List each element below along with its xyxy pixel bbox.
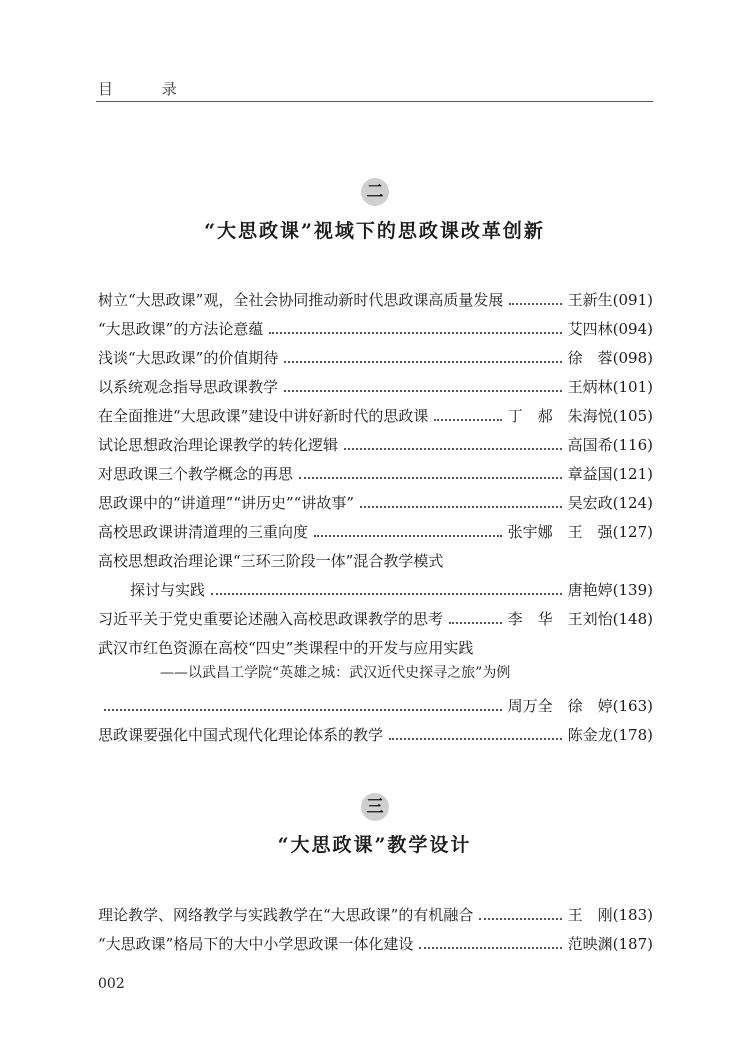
entry-authors: 唐艳婷 (567, 581, 613, 599)
toc-entry[interactable] (98, 717, 653, 745)
entry-page: (094) (612, 320, 653, 338)
entry-authors: 李 华 王刘怡 (507, 610, 613, 628)
toc-entry[interactable] (98, 282, 653, 310)
toc-entry[interactable] (98, 601, 653, 629)
entry-authors: 吴宏政 (567, 494, 613, 512)
leader-dots (479, 918, 561, 920)
entry-title: 高校思政课讲清道理的三重向度 (98, 523, 309, 541)
leader-dots (449, 622, 502, 624)
leader-dots (509, 303, 561, 305)
entry-authors: 丁 郝 朱海悦 (507, 407, 613, 425)
toc-entry[interactable] (98, 543, 653, 571)
running-header: 目 录 (98, 80, 199, 98)
entry-authors: 张宇娜 王 强 (507, 523, 613, 541)
toc-entry[interactable] (98, 398, 653, 426)
entry-title: 对思政课三个教学概念的再思 (98, 465, 294, 483)
toc-entry-continued[interactable] (98, 688, 653, 716)
entry-title: 高校思想政治理论课“三环三阶段一体”混合教学模式 (98, 552, 444, 570)
entry-page: (163) (612, 697, 653, 715)
entry-subtitle: ——以武昌工学院“英雄之城：武汉近代史探寻之旅”为例 (160, 665, 511, 681)
leader-dots (284, 361, 561, 363)
entry-title: 习近平关于党史重要论述融入高校思政课教学的思考 (98, 610, 444, 628)
toc-entry[interactable] (98, 456, 653, 484)
toc-entry-continued[interactable] (130, 572, 653, 600)
entry-title: 以系统观念指导思政课教学 (98, 378, 279, 396)
toc-entry[interactable] (98, 630, 653, 658)
entry-page: (101) (612, 378, 653, 396)
entry-authors: 陈金龙 (567, 726, 613, 744)
entry-title: 在全面推进“大思政课”建设中讲好新时代的思政课 (98, 407, 429, 425)
entry-title: 浅谈“大思政课”的价值期待 (98, 349, 279, 367)
entry-title: 思政课中的“讲道理”“讲历史”“讲故事” (98, 494, 355, 512)
leader-dots (314, 535, 502, 537)
entry-page: (116) (612, 436, 653, 454)
toc-entry[interactable] (98, 926, 653, 954)
leader-dots (104, 709, 502, 711)
entry-title: 理论教学、网络教学与实践教学在“大思政课”的有机融合 (98, 906, 474, 924)
header-rule (96, 101, 653, 102)
entry-page: (105) (612, 407, 653, 425)
entry-title: “大思政课”的方法论意蕴 (98, 320, 264, 338)
toc-entry[interactable] (98, 369, 653, 397)
entry-title: “大思政课”格局下的大中小学思政课一体化建设 (98, 935, 414, 953)
leader-dots (419, 947, 561, 949)
entry-page: (183) (612, 906, 653, 924)
page-number: 002 (98, 976, 125, 992)
leader-dots (360, 506, 562, 508)
entry-authors: 艾四林 (567, 320, 613, 338)
entry-page: (139) (612, 581, 653, 599)
section-title: “大思政课”教学设计 (277, 834, 472, 856)
section-title: “大思政课”视域下的思政课改革创新 (204, 220, 545, 242)
leader-dots (344, 448, 562, 450)
leader-dots (389, 738, 562, 740)
entry-title: 武汉市红色资源在高校“四史”类课程中的开发与应用实践 (98, 639, 474, 657)
entry-authors: 王炳林 (567, 378, 613, 396)
toc-entry[interactable] (98, 514, 653, 542)
leader-dots (434, 419, 501, 421)
toc-entry[interactable] (98, 311, 653, 339)
entry-authors: 章益国 (567, 465, 613, 483)
section-number: 三 (361, 793, 389, 821)
entry-authors: 范映渊 (567, 935, 613, 953)
toc-entry[interactable] (98, 897, 653, 925)
toc-entry[interactable] (98, 427, 653, 455)
leader-dots (211, 593, 562, 595)
entry-title: 思政课要强化中国式现代化理论体系的教学 (98, 726, 384, 744)
leader-dots (269, 332, 561, 334)
entry-page: (091) (612, 291, 653, 309)
entry-authors: 王新生 (567, 291, 613, 309)
leader-dots (299, 477, 562, 479)
entry-authors: 徐 蓉 (567, 349, 613, 367)
entry-page: (121) (612, 465, 653, 483)
toc-entry[interactable] (98, 340, 653, 368)
entry-page: (124) (612, 494, 653, 512)
entry-authors: 王 刚 (567, 906, 613, 924)
entry-authors: 周万全 徐 婷 (507, 697, 613, 715)
entry-page: (098) (612, 349, 653, 367)
entry-title: 探讨与实践 (130, 581, 206, 599)
section-number: 二 (361, 178, 389, 206)
entry-page: (127) (612, 523, 653, 541)
entry-page: (178) (612, 726, 653, 744)
entry-page: (187) (612, 935, 653, 953)
entry-authors: 高国希 (567, 436, 613, 454)
toc-entry[interactable] (98, 485, 653, 513)
entry-title: 试论思想政治理论课教学的转化逻辑 (98, 436, 339, 454)
entry-page: (148) (612, 610, 653, 628)
entry-title: 树立“大思政课”观，全社会协同推动新时代思政课高质量发展 (98, 291, 504, 309)
leader-dots (284, 390, 562, 392)
